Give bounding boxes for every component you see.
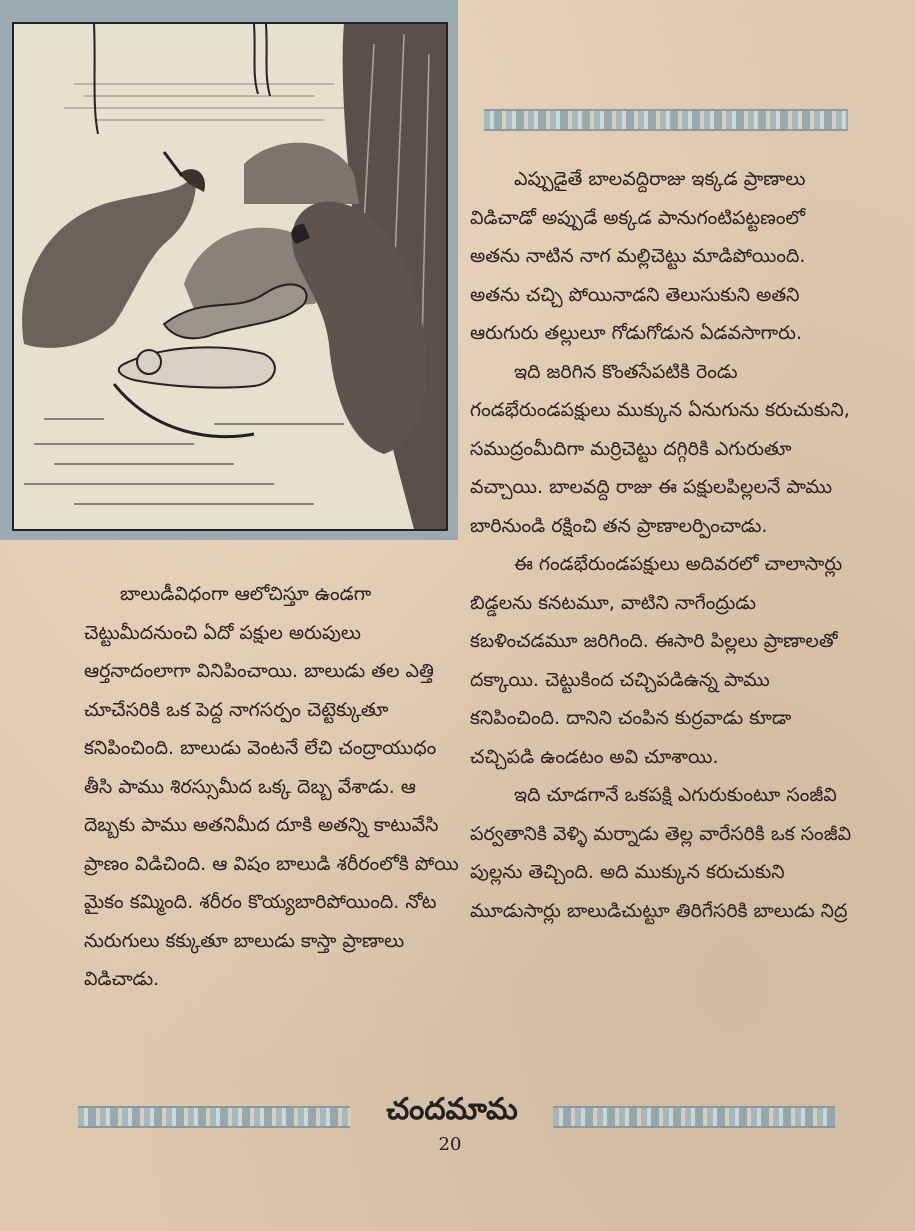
story-paragraph: ఎప్పుడైతే బాలవద్దిరాజు ఇక్కడ ప్రాణాలు విడిచాడో అప్పుడే అక్కడ పానుగంటిపట్టణంలో అతను నాటిన నాగ మల్లిచెట్టు మాడిపోయింది. అతను చచ్చి పోయినాడని తెలుసుకుని అతని ఆరుగురు తల్లులూ గోడుగోడున ఏడవసాగారు. [470, 168, 806, 344]
decorative-border-bottom-right [553, 1106, 835, 1128]
story-paragraph: ఇది జరిగిన కొంతసేపటికి రెండు గండభేరుండపక్షులు ముక్కున ఏనుగును కరుచుకుని, సముద్రంమీదిగా మర్రిచెట్టు దగ్గిరికి ఎగురుతూ వచ్చాయి. బాలవద్ది రాజు ఈ పక్షులపిల్లలనే పాము బారినుండి రక్షించి తన ప్రాణాలర్పించాడు. [470, 360, 850, 537]
story-paragraph: ఈ గండభేరుండపక్షులు అదివరలో చాలాసార్లు బిడ్డలను కనటమూ, వాటిని నాగేంద్రుడు కబళించడమూ జరిగింది. ఈసారి పిల్లలు ప్రాణాలతో దక్కాయి. చెట్టుకింద చచ్చిపడిఉన్న పాము కనిపించింది. దానిని చంపిన కుర్రవాడు కూడా చచ్చిపడి ఉండటం అవి చూశాయి. [470, 553, 843, 768]
illustration-birds-and-snake [12, 22, 448, 531]
magazine-title: చందమామ [386, 1092, 518, 1127]
decorative-border-bottom-left [78, 1106, 350, 1128]
illustration-frame [0, 0, 458, 540]
story-column-left [84, 575, 464, 999]
line-art-illustration [14, 24, 446, 529]
page-number: 20 [438, 1134, 462, 1155]
story-paragraph: ఇది చూడగానే ఒకపక్షి ఎగురుకుంటూ సంజీవి పర్వతానికి వెళ్ళి మర్నాడు తెల్ల వారేసరికి ఒక సంజీవి పుల్లను తెచ్చింది. అది ముక్కున కరుచుకుని మూడుసార్లు బాలుడిచుట్టూ తిరిగేసరికి బాలుడు నిద్ర [470, 784, 852, 922]
story-column-right [470, 160, 855, 930]
decorative-border-top [484, 109, 848, 131]
story-paragraph: బాలుడీవిధంగా ఆలోచిస్తూ ఉండగా చెట్టుమీదనుంచి ఏదో పక్షుల అరుపులు ఆర్తనాదంలాగా వినిపించాయి. బాలుడు తల ఎత్తి చూచేసరికి ఒక పెద్ద నాగసర్పం చెట్టెక్కుతూ కనిపించింది. బాలుడు వెంటనే లేచి చంద్రాయుధం తీసి పాము శిరస్సుమీద ఒక్క దెబ్బ వేశాడు. ఆ దెబ్బకు పాము అతనిమీద దూకి అతన్ని కాటువేసి ప్రాణం విడిచింది. ఆ విషం బాలుడి శరీరంలోకి పోయి మైకం కమ్మింది. శరీరం కొయ్యబారిపోయింది. నోట నురుగులు కక్కుతూ బాలుడు కాస్తా ప్రాణాలు విడిచాడు. [84, 583, 459, 990]
